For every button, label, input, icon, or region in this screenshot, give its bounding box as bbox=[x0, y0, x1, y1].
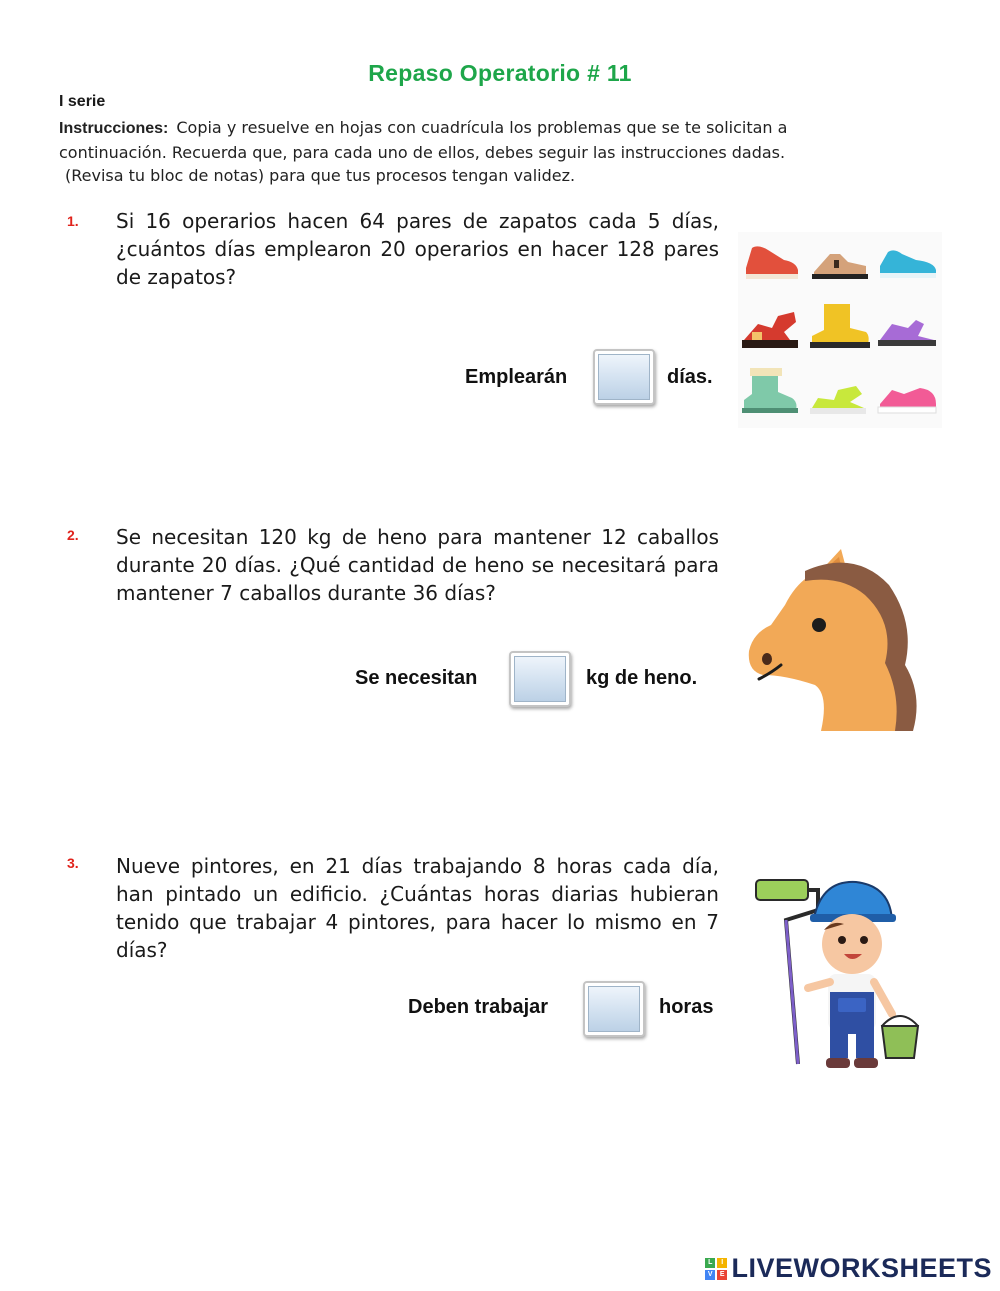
section-label: I serie bbox=[59, 93, 106, 110]
question-text: Nueve pintores, en 21 días trabajando 8 horas cada día, han pintado un edificio. ¿Cuántas horas diarias hubieran tenido que trabajar 4 pintores, para hacer lo mismo en 7 días? bbox=[116, 854, 719, 962]
instructions bbox=[59, 116, 949, 188]
answer-input-box[interactable] bbox=[509, 651, 571, 707]
answer-suffix: días. bbox=[667, 366, 713, 388]
answer-suffix: kg de heno. bbox=[586, 667, 698, 689]
shoes-illustration bbox=[738, 232, 942, 428]
question-number: 1. bbox=[67, 213, 79, 229]
page-title: Repaso Operatorio # 11 bbox=[368, 60, 632, 86]
answer-input-box[interactable] bbox=[593, 349, 655, 405]
brand-text: LIVEWORKSHEETS bbox=[731, 1253, 992, 1283]
instructions-line-1: Copia y resuelve en hojas con cuadrícula los problemas que se te solicitan a bbox=[176, 118, 788, 137]
answer-input-box[interactable] bbox=[583, 981, 645, 1037]
question-text: Se necesitan 120 kg de heno para mantener 12 caballos durante 20 días. ¿Qué cantidad de heno se necesitará para mantener 7 caballos durante 36 días? bbox=[116, 525, 719, 605]
liveworksheets-brand bbox=[705, 1253, 992, 1284]
question-number: 2. bbox=[67, 527, 79, 543]
answer-prefix: Se necesitan bbox=[355, 667, 478, 689]
question-text: Si 16 operarios hacen 64 pares de zapatos cada 5 días, ¿cuántos días emplearon 20 operarios en hacer 128 pares de zapatos? bbox=[116, 209, 719, 289]
painter-illustration bbox=[752, 874, 922, 1074]
answer-suffix: horas bbox=[659, 996, 714, 1018]
liveworksheets-logo-icon: L I V E bbox=[705, 1258, 727, 1280]
horse-illustration bbox=[745, 545, 925, 735]
instructions-label: Instrucciones: bbox=[59, 120, 169, 137]
question-number: 3. bbox=[67, 855, 79, 871]
instructions-line-2: continuación. Recuerda que, para cada uno de ellos, debes seguir las instrucciones dadas. bbox=[59, 142, 786, 162]
answer-prefix: Emplearán bbox=[465, 366, 568, 388]
answer-prefix: Deben trabajar bbox=[408, 996, 549, 1018]
instructions-line-3: (Revisa tu bloc de notas) para que tus procesos tengan validez. bbox=[65, 166, 576, 185]
